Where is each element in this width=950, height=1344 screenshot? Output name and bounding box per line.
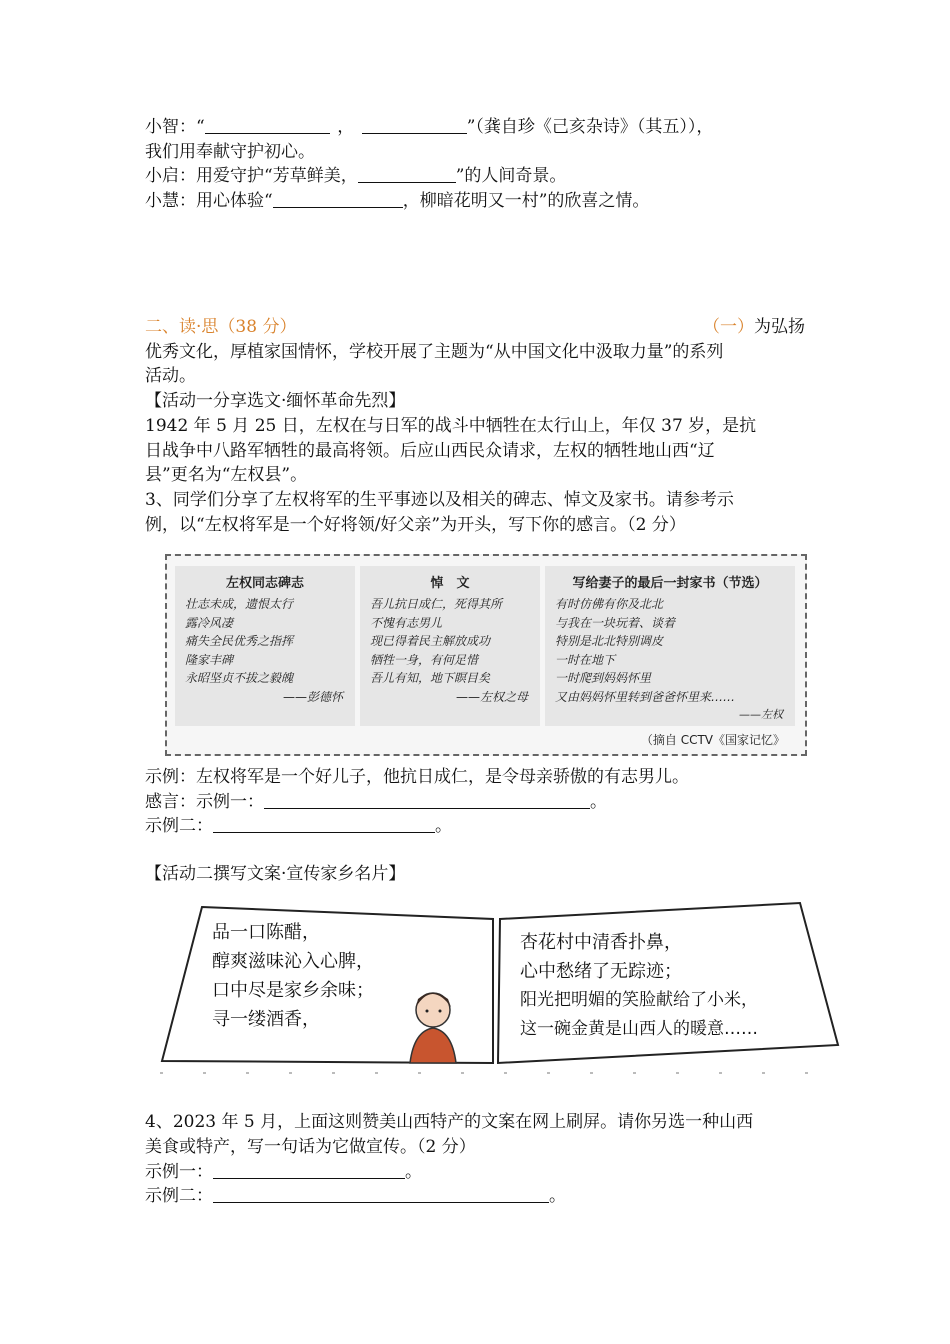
copy-line: 心中愁绪了无踪迹； (520, 961, 682, 982)
letter-line: 又由妈妈怀里转到爸爸怀里来…… (555, 689, 736, 704)
eulogy-line: 吾儿有知，地下瞑目矣 (370, 671, 491, 685)
ganyan-label: 示例二： (145, 816, 213, 836)
letter-line: 一时在地下 (555, 652, 616, 667)
activity1-title: 【活动一分享选文·缅怀革命先烈】 (145, 391, 406, 411)
epitaph-title: 左权同志碑志 (225, 576, 304, 591)
eulogy-signature: ——左权之母 (455, 689, 528, 704)
letter-title: 写给妻子的最后一封家书（节选） (572, 576, 768, 591)
answer-blank[interactable] (213, 1162, 405, 1179)
copy-line: 寻一缕酒香， (212, 1009, 320, 1030)
example-line: 示例：左权将军是一个好儿子，他抗日成仁，是令母亲骄傲的有志男儿。 (145, 767, 689, 787)
answer-blank[interactable] (362, 117, 467, 134)
epitaph-line: 隆家丰碑 (185, 652, 234, 667)
epitaph-line: 痛失全民优秀之指挥 (185, 634, 294, 648)
letter-signature: ——左权 (739, 708, 783, 721)
copy-line: 品一口陈醋， (212, 922, 320, 943)
xiaohui-line (145, 189, 649, 213)
eulogy-line: 吾儿抗日成仁，死得其所 (370, 597, 503, 611)
intro-line-2: 活动。 (145, 366, 196, 386)
letter-line: 与我在一块玩着、谈着 (555, 615, 676, 630)
period: 。 (435, 816, 452, 836)
period: 。 (590, 792, 607, 812)
xiaoqi-prefix: 小启：用爱守护“芳草鲜美， (145, 166, 358, 186)
q4-example-2 (145, 1184, 566, 1208)
epitaph-signature: ——彭德怀 (282, 689, 343, 704)
book-left-page (212, 918, 374, 1034)
activity1-text-1: 1942 年 5 月 25 日，左权在与日军的战斗中牺牲在太行山上，年仅 37 岁，是抗 (145, 416, 757, 436)
period: 。 (405, 1162, 422, 1182)
copy-line: 口中尽是家乡余味； (212, 980, 374, 1001)
xiaoqi-line (145, 164, 566, 188)
xiaozhi-line (145, 115, 713, 139)
question4-line-1: 4、2023 年 5 月，上面这则赞美山西特产的文案在网上刷屏。请你另选一种山西 (145, 1112, 754, 1132)
section-heading: 二、读·思（38 分） (145, 317, 297, 337)
answer-blank[interactable] (264, 792, 590, 809)
xiaozhi-suffix: ”（龚自珍《己亥杂诗》（其五））， (466, 117, 714, 137)
epitaph-line: 壮志未成，遗恨太行 (185, 597, 294, 611)
period: 。 (549, 1186, 566, 1206)
answer-blank[interactable] (358, 166, 456, 183)
answer-blank[interactable] (213, 816, 435, 833)
ganyan-line-2 (145, 814, 452, 838)
xiaoqi-suffix: ”的人间奇景。 (455, 166, 567, 186)
question3-line-1: 3、同学们分享了左权将军的生平事迹以及相关的碑志、悼文及家书。请参考示 (145, 490, 734, 510)
eulogy-line: 现已得着民主解放成功 (370, 634, 491, 648)
eulogy-panel (360, 566, 540, 726)
xiaohui-prefix: 小慧：用心体验“ (145, 191, 273, 211)
activity1-text-2: 日战争中八路军牺牲的最高将领。后应山西民众请求，左权的牺牲地山西“辽 (145, 441, 715, 461)
question4-line-2: 美食或特产，写一句话为它做宣传。（2 分） (145, 1137, 476, 1157)
example-label: 示例二： (145, 1186, 213, 1206)
xiaohui-suffix: ，柳暗花明又一村”的欣喜之情。 (402, 191, 650, 211)
letter-line: 特别是北北特别调皮 (555, 634, 664, 648)
xiaozhi-prefix: 小智：“ (145, 117, 205, 137)
answer-blank[interactable] (205, 117, 330, 134)
answer-blank[interactable] (273, 191, 403, 208)
q4-example-1 (145, 1160, 422, 1184)
copy-line: 杏花村中清香扑鼻， (520, 932, 682, 953)
epitaph-panel (175, 566, 355, 726)
activity2-title: 【活动二撰写文案·宣传家乡名片】 (145, 864, 406, 884)
source-note: （摘自 CCTV《国家记忆》 (640, 733, 785, 747)
eulogy-line: 不愧有志男儿 (370, 615, 443, 630)
question3-line-2: 例，以“左权将军是一个好将领/好父亲”为开头，写下你的感言。（2 分） (145, 515, 686, 535)
example-label: 示例一： (145, 1162, 213, 1182)
sub-heading: （一）为弘扬 (703, 317, 805, 337)
memorial-box (165, 554, 807, 756)
answer-blank[interactable] (213, 1186, 549, 1203)
ganyan-line-1 (145, 790, 607, 814)
letter-panel (545, 566, 795, 726)
activity1-text-3: 县”更名为“左权县”。 (145, 465, 308, 485)
copy-line: 这一碗金黄是山西人的暖意…… (520, 1019, 758, 1039)
book-right-page (520, 928, 758, 1044)
xiaozhi-cont: 我们用奉献守护初心。 (145, 142, 315, 162)
epitaph-line: 露冷风凄 (185, 615, 234, 630)
comma: ， (337, 117, 355, 137)
letter-line: 有时仿佛有你及北北 (555, 597, 664, 611)
eulogy-title: 悼 文 (430, 576, 470, 591)
intro-line-1: 优秀文化，厚植家国情怀，学校开展了主题为“从中国文化中汲取力量”的系列 (145, 342, 724, 362)
eulogy-line: 牺牲一身，有何足惜 (370, 652, 479, 667)
epitaph-line: 永昭坚贞不拔之毅魄 (185, 671, 294, 685)
copy-line: 阳光把明媚的笑脸献给了小米， (520, 990, 758, 1010)
copy-line: 醇爽滋味沁入心脾， (212, 951, 374, 972)
letter-line: 一时爬到妈妈怀里 (555, 671, 652, 685)
ganyan-label: 感言：示例一： (145, 792, 264, 812)
